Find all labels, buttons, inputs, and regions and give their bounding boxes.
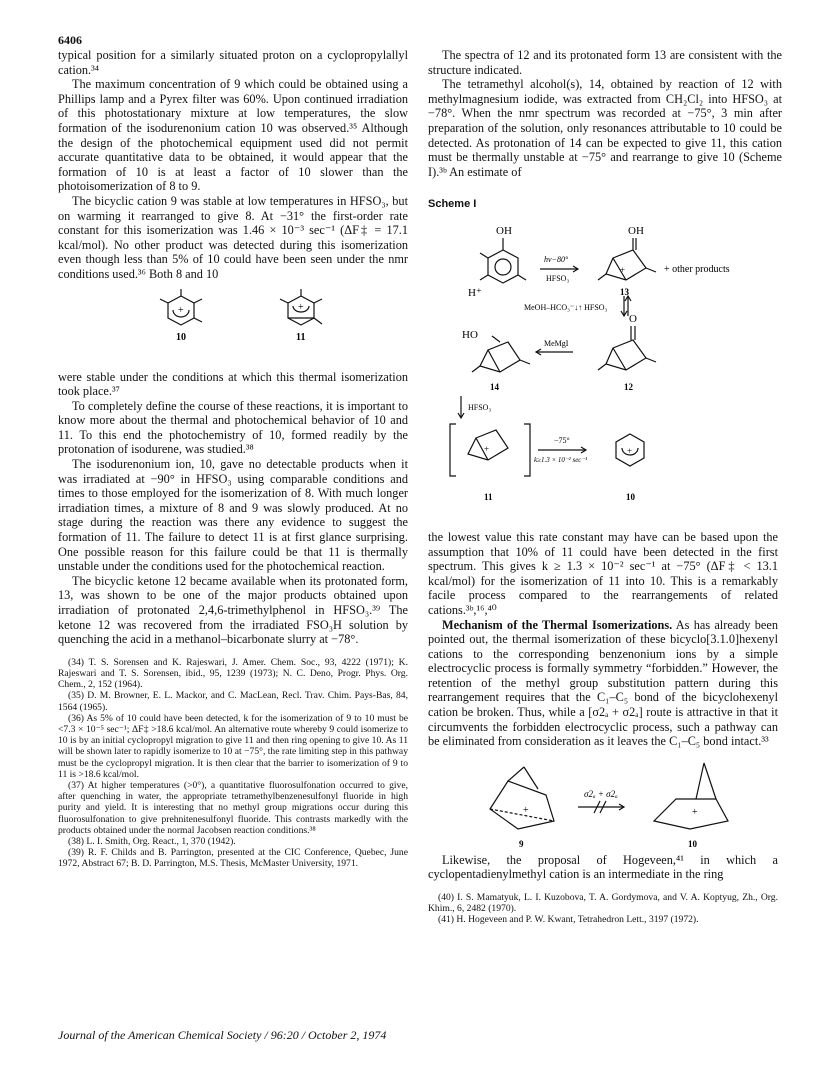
paragraph (428, 618, 778, 749)
plus-sign: + (178, 304, 184, 316)
section-heading: Mechanism of the Thermal Isomerizations. (442, 617, 673, 632)
bracket-left (450, 424, 456, 476)
paragraph: The isodurenonium ion, 10, gave no detectable products when it was irradiated at −90° in HFSO₃ using comparable conditions and times to those employed for the isomerization of 8. With much longer irradiation times, a mixture of 8 and 9 was slowly produced. At no stage during the reaction was there any evidence to suggest the formation of 11. The failure to detect 11 is at first glance surprising. One possible reason for this failure could be that 11 is thermally unstable under the conditions used for the photochemical reaction. (58, 457, 408, 574)
footnote: (39) R. F. Childs and B. Parrington, presented at the CIC Conference, Quebec, June 1972, Abstract 67; B. D. Parrington, M.S. Thesis, McMaster University, 1971. (58, 847, 408, 870)
paragraph: The bicyclic cation 9 was stable at low temperatures in HFSO₃, but on warming it rearranged to give 8. At −31° the first-order rate constant for this isomerization was 1.46 × 10⁻³ sec⁻¹ (ΔF‡ = 17.1 kcal/mol). No other product was detected during this isomerization even though less than 5% of 10 could have been seen under the nmr conditions used.³⁶ Both 8 and 10 (58, 193, 408, 281)
footnotes-right (428, 892, 778, 926)
bicyclic-9 (490, 781, 554, 829)
plus-sign: + (523, 804, 529, 816)
scheme-1 (428, 212, 782, 530)
plus-sign: + (627, 445, 633, 456)
paragraph: The tetramethyl alcohol(s), 14, obtained by reaction of 12 with methylmagnesium iodide, was extracted from CH₂Cl₂ into HFSO₃ at −78°. When the nmr spectrum was recorded at −75°, 3 min after preparation of the solution, only resonances attributable to 10 could be detected. As protonation of 14 can be expected to give 11, this cation must be thermally unstable at −75° and rearrange to give 10 (Scheme I).³ᵇ An estimate of (428, 77, 782, 179)
scheme-title: Scheme I (428, 198, 477, 211)
paragraph: were stable under the conditions at which this thermal isomerization took place.³⁷ (58, 369, 408, 399)
plus-sign: + (692, 806, 698, 818)
bicyclic-13 (606, 250, 646, 280)
paragraph-text: As has already been pointed out, the thermal isomerization of these bicyclo[3.1.0]hexenyl cations to the corresponding benzenonium ions by a simple electrocyclic process is formally symmetry “forbidden.” However, the retention of the methyl group substitution pattern during this rearrangement requires that the C₁–C₅ bond of the bicyclohexenyl cation be broken. Thus, while a [σ2ₐ + σ2ₐ] route is attractive in that it circumvents the forbidden electrocyclic process, such a pathway can be eliminated from consideration as it leaves the C₁–C₅ bond intact.³³ (428, 617, 778, 749)
plus-sign: + (484, 443, 490, 454)
paragraph: typical position for a similarly situated proton on a cyclopropylallyl cation.³⁴ (58, 48, 408, 77)
methyl-line (280, 299, 288, 303)
bracket-right (524, 424, 530, 476)
diagram-label-10: 10 (688, 838, 697, 849)
methyl-line (194, 318, 202, 322)
oh-right: OH (628, 224, 644, 237)
o-label: O (629, 312, 637, 325)
arrow1-top: hν−80° (544, 254, 569, 264)
diagram-9-10 (428, 749, 778, 853)
plus-sign: + (298, 301, 304, 313)
reagent-vertical: MeOH–HCO₃⁻↓↑ HFSO₃ (524, 302, 608, 312)
arrow3-bottom: k≥1.3 × 10⁻² sec⁻¹ (534, 455, 588, 464)
aromatic-circle (495, 259, 511, 275)
footnote: (38) L. I. Smith, Org. React., 1, 370 (1942). (68, 836, 236, 848)
footnote: (41) H. Hogeveen and P. W. Kwant, Tetrahedron Lett., 3197 (1972). (438, 914, 699, 926)
structures-svg (58, 288, 408, 364)
methyl-line (194, 299, 202, 303)
label-10: 10 (626, 491, 635, 502)
structure-label-10: 10 (176, 331, 186, 343)
diagram-label-9: 9 (519, 838, 524, 849)
oh-left: OH (496, 224, 512, 237)
arrow1-bottom: HFSO₃ (546, 273, 570, 283)
structure-label-11: 11 (296, 331, 306, 343)
page-number: 6406 (58, 33, 82, 47)
alcohol-14 (480, 342, 520, 372)
footnotes-left (58, 657, 408, 870)
methyl-line (314, 318, 322, 324)
plus-sign: + (620, 264, 626, 275)
paragraph: To completely define the course of these reactions, it is important to know more about the thermal and photochemical behavior of 10 and 11. To this end the photochemistry of 10, formed readily by the protonation of isodurene, was studied.³⁸ (58, 398, 408, 457)
label-13: 13 (620, 286, 629, 297)
arrow3-top: −75° (554, 435, 570, 445)
label-14: 14 (490, 381, 499, 392)
paragraph: Likewise, the proposal of Hogeveen,⁴¹ in which a cyclopentadienylmethyl cation is an intermediate in the ring (428, 852, 778, 882)
paragraph: The maximum concentration of 9 which could be obtained using a Phillips lamp and a Pyrex filter was 60%. Upon continued irradiation of this photostationary mixture at low temperatures, the slow formation of the isodurenonium cation 10 was observed.³⁵ Although the design of the photochemical equipment used did not permit accurate quantitative data to be obtained, it would appear that the formation of 10 is at least a factor of 10 slower than the photoisomerization of 8 to 9. (58, 77, 408, 194)
footnote: (40) I. S. Mamatyuk, L. I. Kuzobova, T. A. Gordymova, and V. A. Koptyug, Zh., Org. Khim., 6, 2482 (1970). (428, 892, 778, 915)
mgl-label: MeMgI (544, 338, 569, 348)
left-column (58, 48, 408, 870)
paragraph: the lowest value this rate constant may have can be based upon the assumption that 10% of 11 could have been detected in the first spectrum. This gives k ≥ 1.3 × 10⁻² sec⁻¹ at −75° (ΔF‡ < 13.1 kcal/mol) for the isomerization of 11 into 10. This is a remarkably facile process compared to the rearrangements of related cations.³ᵇ,¹⁶,⁴⁰ (428, 529, 778, 617)
ketone-12 (606, 340, 646, 370)
phenol-ring (488, 250, 518, 283)
footnote: (35) D. M. Browner, E. L. Mackor, and C. MacLean, Recl. Trav. Chim. Pays-Bas, 84, 1564 (1965). (58, 690, 408, 713)
hfso3-down: HFSO₃ (468, 402, 492, 412)
right-column (428, 48, 782, 926)
footnote: (36) As 5% of 10 could have been detected, k for the isomerization of 9 to 10 must be <7.3 × 10⁻⁵ sec⁻¹; ΔF‡ >18.6 kcal/mol. An alternative route whereby 9 could isomerize to 10 is by an initial cyclopropyl migration to give 11 and then ring opening to give 10. As 11 will be shown later to rapidly isomerize to 10 at −75°, the rate limiting step in this pathway must be the cyclopropyl migration. It is then clear that the barrier to isomerization of 9 to 11 is >18.6 kcal/mol. (58, 712, 408, 780)
cation-10-diagram (654, 799, 728, 829)
ho-label: HO (462, 328, 478, 341)
other-products: + other products (664, 263, 730, 275)
structures-10-11 (58, 288, 408, 364)
label-11: 11 (484, 491, 493, 502)
paragraph: The spectra of 12 and its protonated form 13 are consistent with the structure indicated. (428, 48, 782, 77)
diagram-arrow-label: σ2ₐ + σ2ₐ (584, 788, 618, 799)
methyl-line (160, 299, 168, 303)
paragraph: The bicyclic ketone 12 became available when its protonated form, 13, was shown to be one of the major products obtained upon irradiation of protonated 2,4,6-trimethylphenol in HFSO₃.³⁹ The ketone 12 was recovered from the irradiated FSO₃H solution by quenching the acid in a methanol–bicarbonate slurry at −78°. (58, 573, 408, 647)
footnote: (37) At higher temperatures (>0°), a quantitative fluorosulfonation occurred to give, after quenching in water, the appropriate tetramethylbenzenesulfonyl fluoride in high purity and yield. It is interesting that no methyl group migrations occur during this fluorosulfonation to give prehnitenesulfonyl fluoride. This contrasts markedly with the products obtained under the normal Jacobsen reaction conditions.³⁸ (58, 780, 408, 836)
footnote: (34) T. S. Sorensen and K. Rajeswari, J. Amer. Chem. Soc., 93, 4222 (1971); K. Rajeswari and T. S. Sorensen, ibid., 95, 1239 (1973); N. C. Deno, Progr. Phys. Org. Chem., 2, 152 (1964). (58, 656, 408, 691)
label-12: 12 (624, 381, 633, 392)
journal-footer: Journal of the American Chemical Society / 96:20 / October 2, 1974 (58, 1028, 387, 1042)
methyl-line (314, 299, 322, 303)
h-plus: H⁺ (468, 286, 482, 299)
